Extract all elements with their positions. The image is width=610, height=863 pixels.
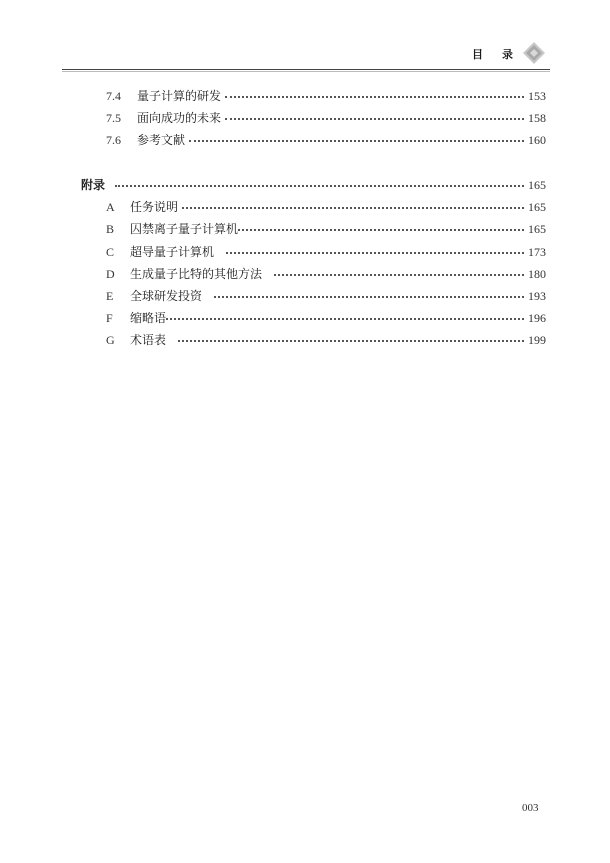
- appendix-item-title: 囚禁离子量子计算机: [130, 222, 239, 236]
- appendix-item-page: 180: [528, 267, 546, 281]
- appendix-item-letter: C: [106, 245, 115, 259]
- header-rule-secondary: [62, 71, 550, 72]
- toc-entry-title: 量子计算的研发: [137, 89, 222, 103]
- appendix-item-page: 193: [528, 289, 546, 303]
- toc-leader-dots: [226, 251, 524, 254]
- appendix-item-title: 全球研发投资: [130, 289, 203, 303]
- running-header-title: [472, 46, 514, 62]
- appendix-item-title: 缩略语: [130, 311, 167, 325]
- toc-entry[interactable]: [106, 109, 546, 127]
- toc-entry-page: 158: [528, 111, 546, 125]
- appendix-item-page: 173: [528, 245, 546, 259]
- page-number: 003: [522, 802, 539, 814]
- appendix-title: 附录: [81, 178, 106, 192]
- toc-entry-page: 153: [528, 89, 546, 103]
- toc-leader-dots: [182, 206, 524, 209]
- toc-appendix-item[interactable]: [106, 220, 546, 238]
- toc-appendix-entry[interactable]: [81, 176, 546, 194]
- appendix-item-letter: D: [106, 267, 115, 281]
- appendix-item-letter: A: [106, 200, 115, 214]
- toc-entry-title: 参考文献: [137, 133, 186, 147]
- toc-leader-dots: [166, 317, 524, 320]
- appendix-item-title: 超导量子计算机: [130, 245, 215, 259]
- toc-appendix-item[interactable]: [106, 243, 546, 261]
- appendix-item-page: 165: [528, 200, 546, 214]
- appendix-item-title: 生成量子比特的其他方法: [130, 267, 263, 281]
- toc-leader-dots: [274, 273, 524, 276]
- toc-leader-dots: [189, 139, 524, 142]
- toc-leader-dots: [225, 95, 524, 98]
- appendix-item-page: 165: [528, 222, 546, 236]
- toc-appendix-item[interactable]: [106, 198, 546, 216]
- toc-appendix-item[interactable]: [106, 287, 546, 305]
- toc-leader-dots: [225, 117, 524, 120]
- appendix-item-title: 术语表: [130, 333, 167, 347]
- toc-appendix-item[interactable]: [106, 265, 546, 283]
- appendix-item-letter: E: [106, 289, 114, 303]
- toc-entry[interactable]: [106, 131, 546, 149]
- appendix-item-title: 任务说明: [130, 200, 179, 214]
- header-title-left: 目: [472, 48, 484, 61]
- toc-entry[interactable]: [106, 87, 546, 105]
- toc-leader-dots: [178, 339, 524, 342]
- diamond-ornament-icon: [522, 41, 546, 65]
- appendix-item-page: 196: [528, 311, 546, 325]
- toc-entry-number: 7.6: [106, 133, 121, 147]
- toc-entry-number: 7.5: [106, 111, 121, 125]
- toc-entry-page: 160: [528, 133, 546, 147]
- toc-leader-dots: [214, 295, 524, 298]
- toc-leader-dots: [115, 184, 524, 187]
- header-rule: [62, 69, 550, 70]
- appendix-page: 165: [528, 178, 546, 192]
- appendix-item-letter: B: [106, 222, 115, 236]
- header-title-right: 录: [502, 48, 514, 61]
- toc-leader-dots: [238, 228, 524, 231]
- toc-entry-number: 7.4: [106, 89, 121, 103]
- appendix-item-letter: F: [106, 311, 113, 325]
- appendix-item-page: 199: [528, 333, 546, 347]
- toc-entry-title: 面向成功的未来: [137, 111, 222, 125]
- toc-appendix-item[interactable]: [106, 309, 546, 327]
- appendix-item-letter: G: [106, 333, 115, 347]
- toc-appendix-item[interactable]: [106, 331, 546, 349]
